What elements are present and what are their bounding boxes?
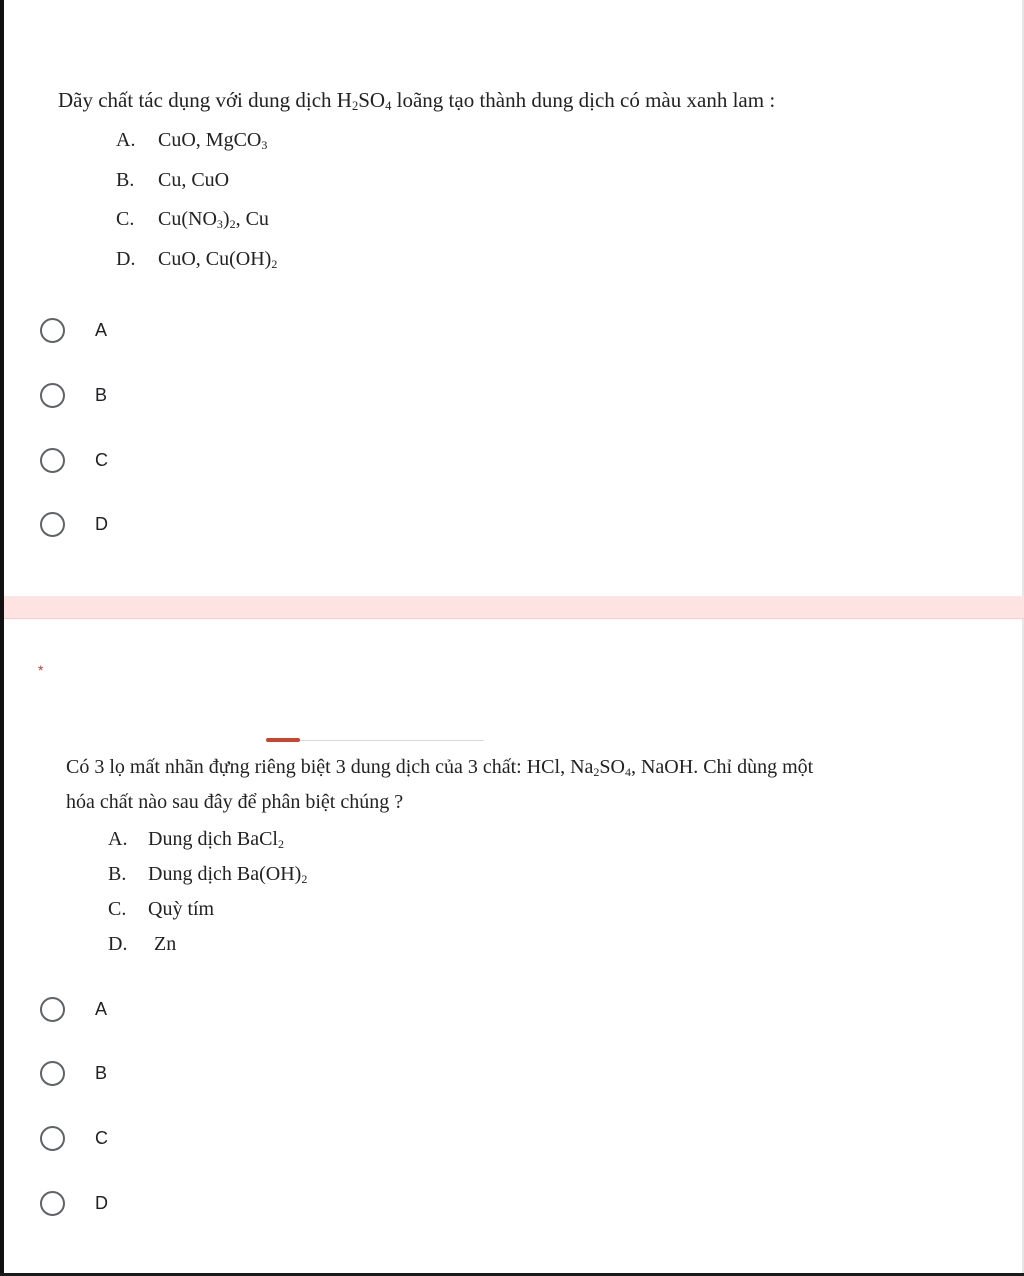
q1-option-d[interactable]: [40, 509, 108, 539]
q2-option-c-label: C: [95, 1127, 108, 1148]
q2-option-d[interactable]: [40, 1188, 108, 1218]
q1-option-c-label: C: [95, 449, 108, 470]
q2-option-a-label: A: [95, 998, 108, 1019]
q1-option-b[interactable]: [40, 380, 107, 410]
q2-choice-d: D. Zn: [108, 933, 177, 955]
radio-circle-icon[interactable]: [40, 997, 65, 1022]
radio-circle-icon[interactable]: [40, 383, 65, 408]
section-divider: [4, 596, 1024, 619]
q2-option-b-label: B: [95, 1062, 108, 1083]
radio-circle-icon[interactable]: [40, 1126, 65, 1151]
radio-circle-icon[interactable]: [40, 448, 65, 473]
radio-circle-icon[interactable]: [40, 1061, 65, 1086]
q2-stem-line1: Có 3 lọ mất nhãn đựng riêng biệt 3 dung dịch của 3 chất: HCl, $Na_2SO_4$, NaOH. Chỉ dùng một: [66, 756, 814, 779]
q1-option-d-label: D: [95, 513, 108, 534]
q1-option-a-label: A: [95, 319, 108, 340]
q1-option-c[interactable]: [40, 445, 108, 475]
q2-option-a[interactable]: [40, 994, 107, 1024]
image-top-border: [266, 737, 484, 743]
radio-circle-icon[interactable]: [40, 512, 65, 537]
radio-circle-icon[interactable]: [40, 1191, 65, 1216]
q1-option-a[interactable]: [40, 315, 107, 345]
q1-choice-d: D. CuO, $Cu(OH)_2$: [116, 248, 278, 271]
q1-choice-a: A. CuO, MgCO$_3$: [116, 129, 268, 152]
q2-option-b[interactable]: [40, 1058, 107, 1088]
q2-choice-a: A. Dung dịch BaCl$_2$: [108, 828, 284, 851]
radio-circle-icon[interactable]: [40, 318, 65, 343]
q2-choice-b: B. Dung dịch $Ba(OH)_2$: [108, 863, 308, 886]
q1-option-b-label: B: [95, 384, 108, 405]
q2-stem-line2: hóa chất nào sau đây để phân biệt chúng ?: [66, 791, 404, 813]
q2-option-c[interactable]: [40, 1123, 108, 1153]
q1-choice-b: B. Cu, CuO: [116, 169, 230, 191]
left-window-edge: [0, 0, 4, 1276]
q2-choice-c: C. Quỳ tím: [108, 898, 215, 920]
q1-stem: Dãy chất tác dụng với dung dịch $H_2SO_4$ loãng tạo thành dung dịch có màu xanh lam :: [58, 88, 776, 114]
q1-choice-c: C. $Cu(NO_3)_2$, Cu: [116, 208, 269, 231]
required-asterisk: *: [38, 662, 44, 678]
q2-option-d-label: D: [95, 1192, 108, 1213]
